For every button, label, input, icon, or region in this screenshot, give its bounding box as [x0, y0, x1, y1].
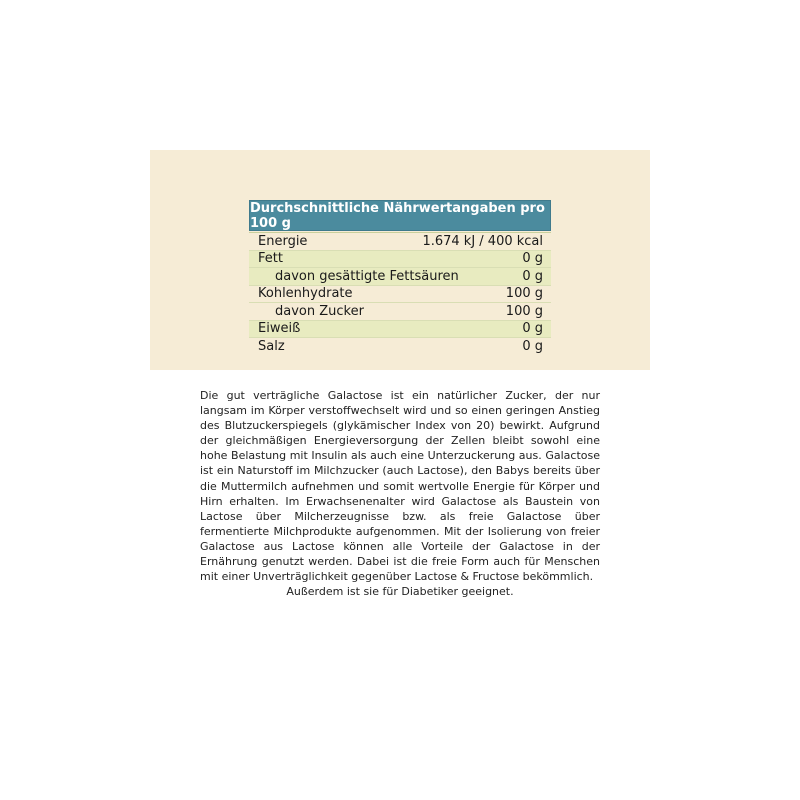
- nutrition-row-gesaettigte-fettsaeuren: [249, 268, 551, 286]
- nutrition-value: 0 g: [522, 339, 543, 355]
- nutrition-row-salz: [249, 338, 551, 356]
- nutrition-row-zucker: [249, 303, 551, 321]
- nutrition-label: Fett: [258, 251, 283, 267]
- nutrition-label: Salz: [258, 339, 285, 355]
- nutrition-table: [249, 200, 551, 356]
- nutrition-row-eiweiss: [249, 321, 551, 339]
- nutrition-label: davon gesättigte Fettsäuren: [275, 268, 459, 284]
- nutrition-value: 0 g: [522, 321, 543, 337]
- nutrition-row-fett: [249, 251, 551, 269]
- description-paragraph: Die gut verträgliche Galactose ist ein natürlicher Zucker, der nur langsam im Körper verstoffwechselt wird und so einen geringen Anstieg des Blutzuckerspiegels (glykämischer Index von 20) bewirkt. Aufgrund der gleichmäßigen Energieversorgung der Zellen bleibt sowohl eine hohe Belastung mit Insulin als auch eine Unterzuckerung aus. Galactose ist ein Naturstoff im Milchzucker (auch Lactose), den Babys bereits über die Muttermilch aufnehmen und somit wertvolle Energie für Körper und Hirn erhalten. Im Erwachsenenalter wird Galactose als Baustein von Lactose über Milcherzeugnisse bzw. als freie Galactose über fermentierte Milchprodukte aufgenommen. Mit der Isolierung von freier Galactose aus Lactose können alle Vorteile der Galactose in der Ernährung genutzt werden. Dabei ist die freie Form auch für Menschen mit einer Unverträglichkeit gegenüber Lactose & Fructose bekömmlich.: [200, 389, 600, 584]
- nutrition-value: 100 g: [505, 303, 543, 319]
- nutrition-label: Energie: [258, 233, 308, 249]
- nutrition-value: 0 g: [522, 268, 543, 284]
- nutrition-label: Eiweiß: [258, 321, 301, 337]
- nutrition-label: davon Zucker: [275, 303, 364, 319]
- nutrition-value: 100 g: [505, 286, 543, 302]
- description-last-line: Außerdem ist sie für Diabetiker geeignet.: [286, 585, 514, 599]
- nutrition-row-kohlenhydrate: [249, 286, 551, 304]
- nutrition-value: 0 g: [522, 251, 543, 267]
- nutrition-value: 1.674 kJ / 400 kcal: [422, 233, 543, 249]
- product-description: [200, 388, 600, 599]
- nutrition-rows: [249, 232, 551, 356]
- nutrition-table-title: Durchschnittliche Nährwertangaben pro 100 g: [249, 200, 551, 231]
- nutrition-label: Kohlenhydrate: [258, 286, 353, 302]
- nutrition-row-energie: [249, 233, 551, 251]
